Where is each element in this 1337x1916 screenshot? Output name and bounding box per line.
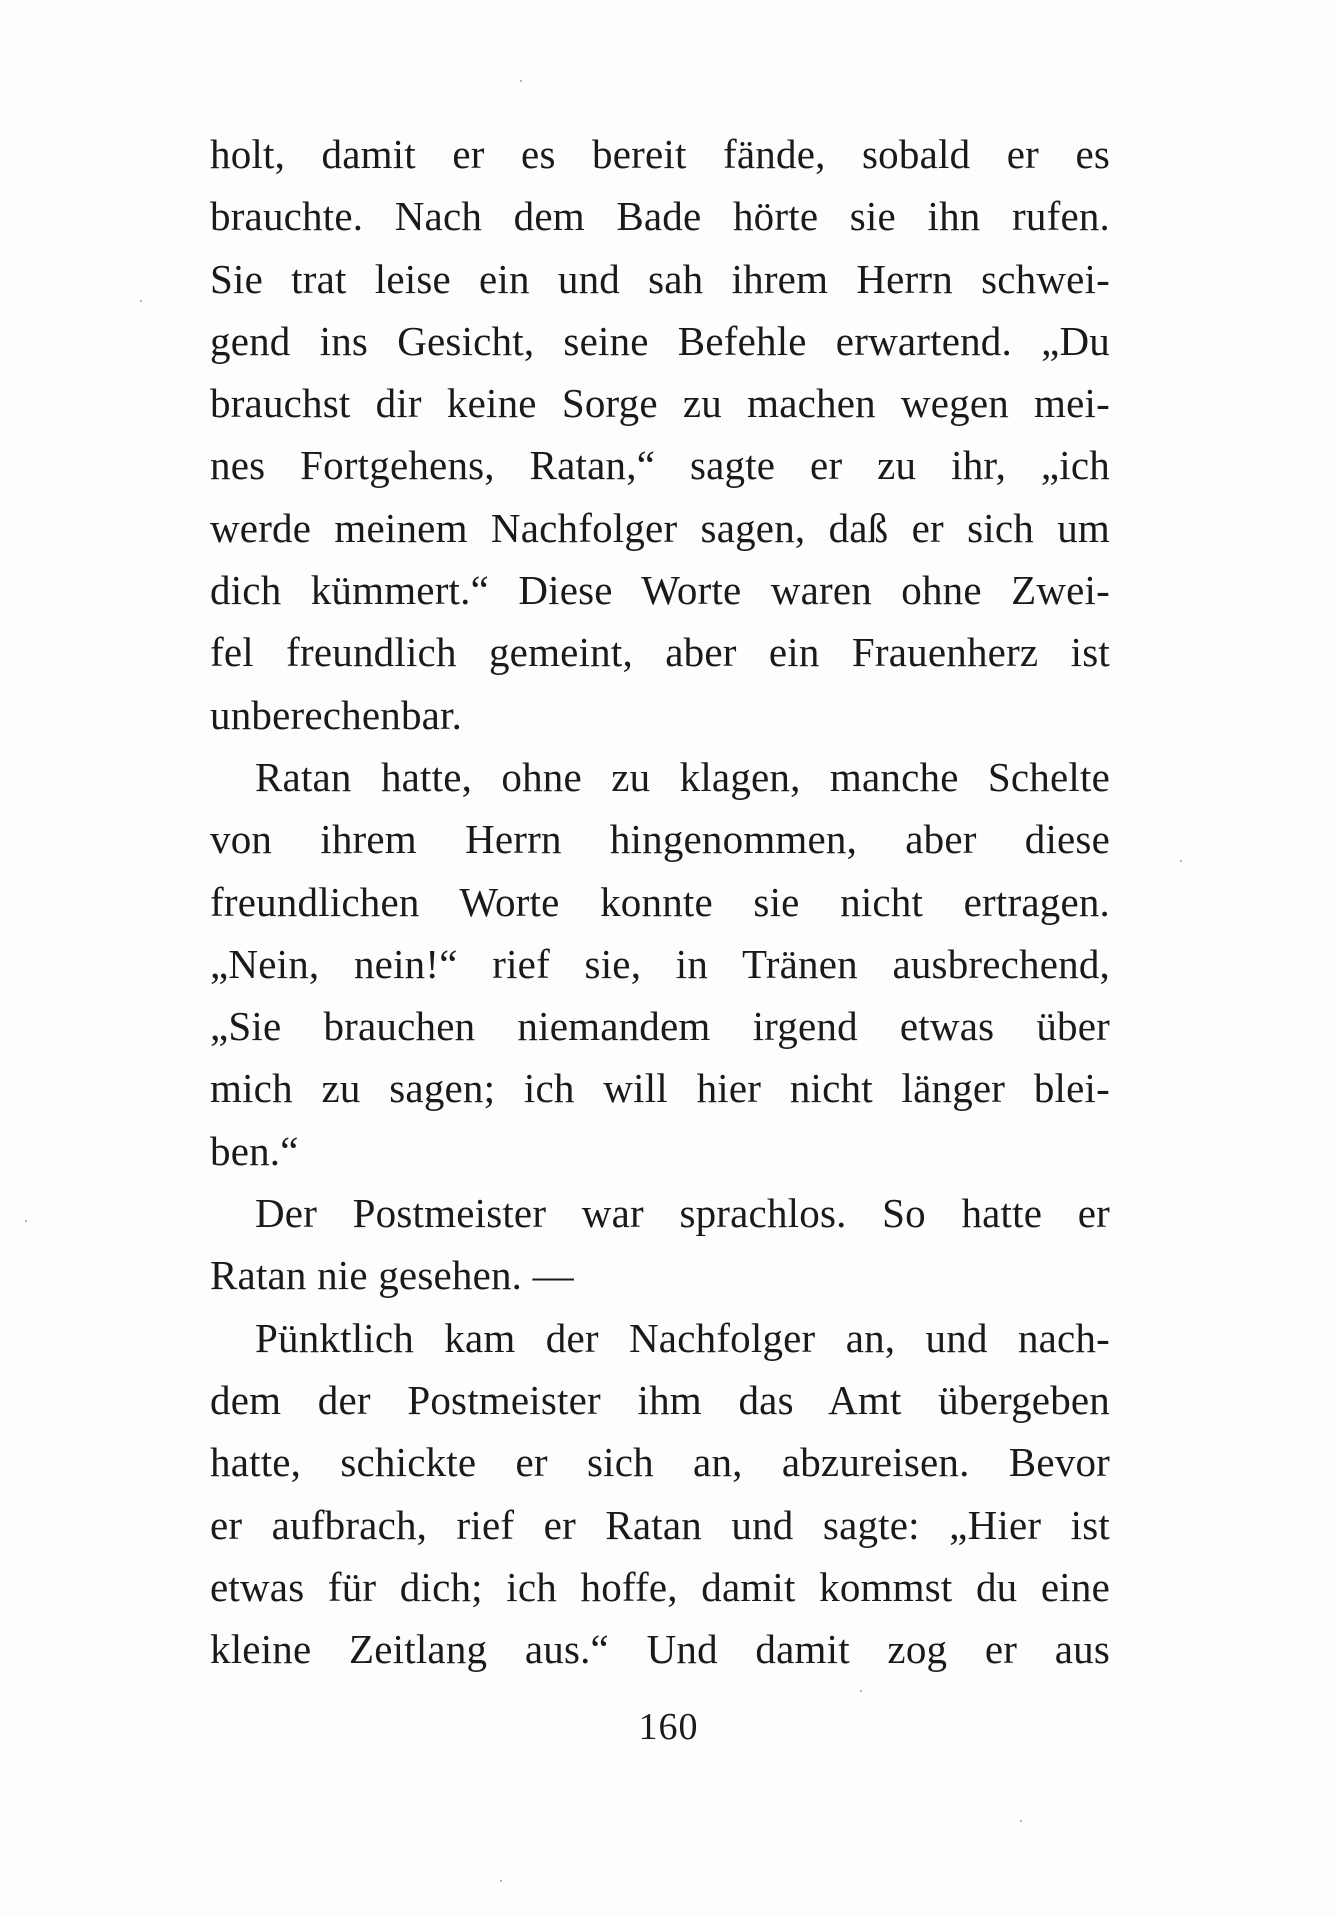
text-line: er aufbrach, rief er Ratan und sagte: „Hier ist — [210, 1501, 1110, 1548]
text-line: freundlichen Worte konnte sie nicht ertragen. — [210, 878, 1110, 925]
text-line: dich kümmert.“ Diese Worte waren ohne Zwei- — [210, 567, 1110, 614]
page-number: 160 — [638, 1706, 699, 1748]
text-line: hatte, schickte er sich an, abzureisen. Bevor — [210, 1439, 1110, 1486]
text-line: holt, damit er es bereit fände, sobald er es — [210, 131, 1110, 177]
text-line: Sie trat leise ein und sah ihrem Herrn schwei- — [210, 255, 1110, 302]
text-line: werde meinem Nachfolger sagen, daß er sich um — [210, 504, 1110, 551]
text-line: „Sie brauchen niemandem irgend etwas über — [210, 1003, 1110, 1050]
text-line: Pünktlich kam der Nachfolger an, und nach- — [255, 1314, 1110, 1361]
text-line: nes Fortgehens, Ratan,“ sagte er zu ihr, „ich — [210, 442, 1110, 489]
text-line: kleine Zeitlang aus.“ Und damit zog er aus — [210, 1626, 1110, 1673]
text-line: Ratan nie gesehen. — — [210, 1252, 574, 1299]
text-line: fel freundlich gemeint, aber ein Frauenherz ist — [210, 629, 1110, 676]
text-line: gend ins Gesicht, seine Befehle erwartend. „Du — [210, 317, 1110, 364]
scan-speck — [500, 1880, 502, 1882]
text-line: brauchst dir keine Sorge zu machen wegen mei- — [210, 380, 1110, 427]
text-line: Der Postmeister war sprachlos. So hatte er — [255, 1190, 1110, 1237]
text-line: brauchte. Nach dem Bade hörte sie ihn rufen. — [210, 193, 1110, 240]
body-text — [210, 123, 1110, 1680]
text-line: mich zu sagen; ich will hier nicht länger blei- — [210, 1065, 1110, 1112]
scan-speck — [25, 1220, 27, 1222]
scan-speck — [860, 1690, 862, 1692]
text-line: „Nein, nein!“ rief sie, in Tränen ausbrechend, — [210, 940, 1110, 987]
text-line: unberechenbar. — [210, 691, 463, 738]
scan-speck — [140, 300, 142, 302]
text-line: dem der Postmeister ihm das Amt übergeben — [210, 1376, 1110, 1423]
text-line: von ihrem Herrn hingenommen, aber diese — [210, 816, 1110, 863]
scan-speck — [1180, 860, 1182, 862]
text-line: Ratan hatte, ohne zu klagen, manche Schelte — [255, 753, 1110, 800]
text-line: etwas für dich; ich hoffe, damit kommst du eine — [210, 1563, 1110, 1610]
scan-speck — [520, 80, 522, 82]
text-line: ben.“ — [210, 1127, 299, 1174]
scan-speck — [1020, 1820, 1022, 1822]
